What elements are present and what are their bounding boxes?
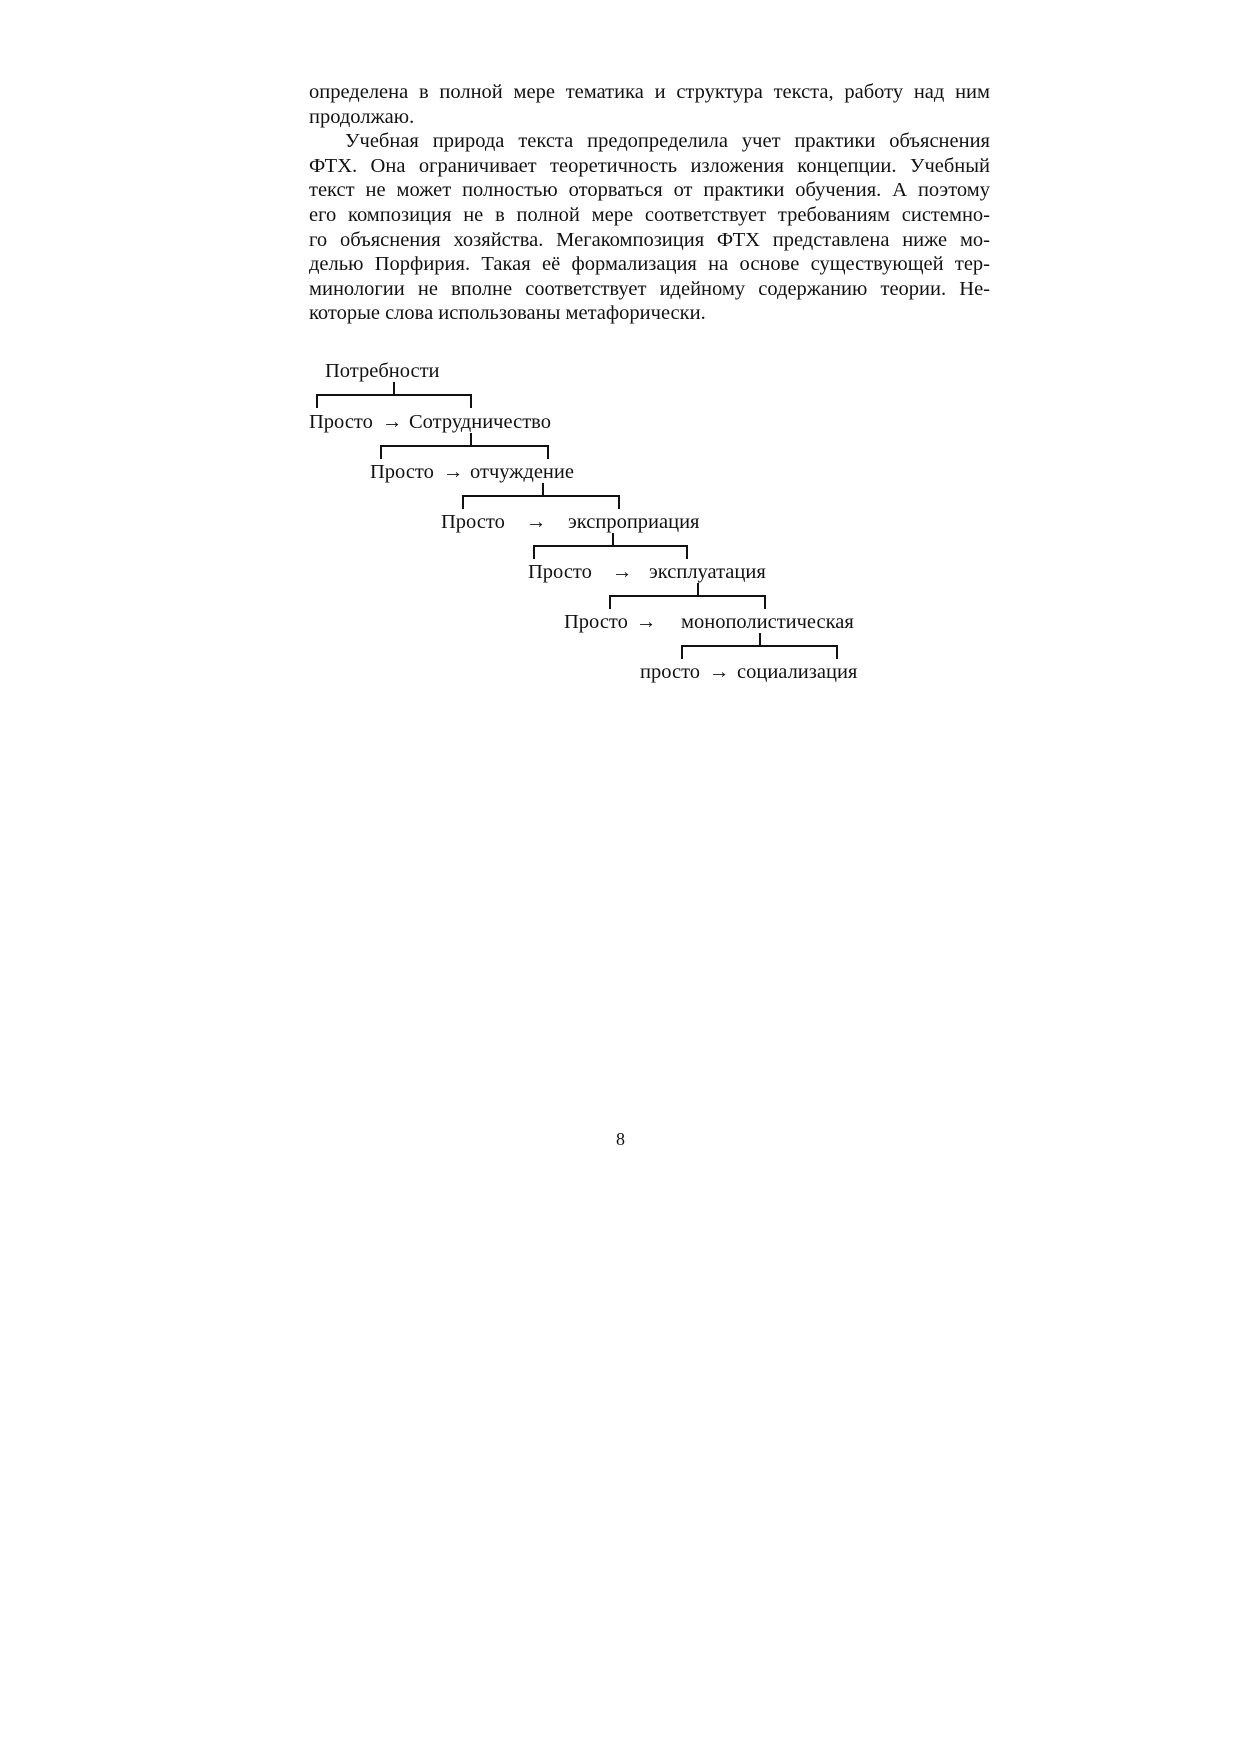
bracket-2-left-leg — [380, 445, 382, 459]
paragraph-2-line-7: минологии не вполне соответствует идейному содержанию теории. Не- — [309, 277, 990, 300]
page-number: 8 — [616, 1129, 625, 1149]
level-5-right-label: монополистическая — [681, 611, 854, 633]
level-2-right-label: отчуждение — [470, 461, 574, 483]
level-3-arrow: → — [526, 511, 547, 533]
paragraph-2-line-4: его композиция не в полной мере соответствует требованиям системно- — [309, 203, 990, 226]
paragraph-1-line-1: определена в полной мере тематика и структура текста, работу над ним — [309, 81, 990, 103]
level-1-right-label: Сотрудничество — [409, 411, 551, 433]
level-3-left-label: Просто — [441, 511, 505, 533]
bracket-6-right-leg — [836, 645, 838, 659]
level-4-left-label: Просто — [528, 561, 592, 583]
paragraph-2-line-1: Учебная природа текста предопределила учет практики объяснения — [345, 130, 990, 153]
paragraph-2-line-2: ФТХ. Она ограничивает теоретичность изложения концепции. Учебный — [309, 154, 990, 177]
bracket-5-bar — [609, 595, 766, 597]
level-2-left-label: Просто — [370, 461, 434, 483]
paragraph-2-line-5: го объяснения хозяйства. Мегакомпозиция ФТХ представлена ниже мо- — [309, 228, 990, 251]
bracket-5-right-leg — [764, 595, 766, 609]
level-1-arrow: → — [382, 411, 403, 433]
bracket-3-right-leg — [618, 495, 620, 509]
bracket-2-bar — [380, 445, 549, 447]
bracket-6-left-leg — [681, 645, 683, 659]
level-1-left-label: Просто — [309, 411, 373, 433]
level-2-arrow: → — [443, 461, 464, 483]
paragraph-2-line-3: текст не может полностью оторваться от практики обучения. А поэтому — [309, 179, 990, 202]
bracket-4-right-leg — [686, 545, 688, 559]
level-6-right-label: социализация — [737, 661, 858, 683]
bracket-4-left-leg — [533, 545, 535, 559]
level-6-left-label: просто — [640, 661, 701, 683]
level-4-right-label: эксплуатация — [649, 561, 766, 583]
bracket-3-bar — [462, 495, 620, 497]
bracket-5-left-leg — [609, 595, 611, 609]
bracket-2-right-leg — [547, 445, 549, 459]
level-5-arrow: → — [636, 611, 657, 633]
level-3-right-label: экспроприация — [568, 511, 700, 533]
bracket-1-left-leg — [316, 394, 318, 408]
tree-root-label: Потребности — [325, 360, 440, 382]
paragraph-2-line-8: которые слова использованы метафорически. — [309, 302, 706, 325]
bracket-1-bar — [316, 394, 472, 396]
bracket-1-right-leg — [470, 394, 472, 408]
bracket-4-bar — [533, 545, 688, 547]
level-4-arrow: → — [612, 561, 633, 583]
level-6-arrow: → — [709, 661, 730, 683]
paragraph-2-line-6: делью Порфирия. Такая её формализация на основе существующей тер- — [309, 253, 990, 276]
bracket-6-bar — [681, 645, 838, 647]
paragraph-1-line-2: продолжаю. — [309, 105, 415, 128]
level-5-left-label: Просто — [564, 611, 628, 633]
bracket-3-left-leg — [462, 495, 464, 509]
